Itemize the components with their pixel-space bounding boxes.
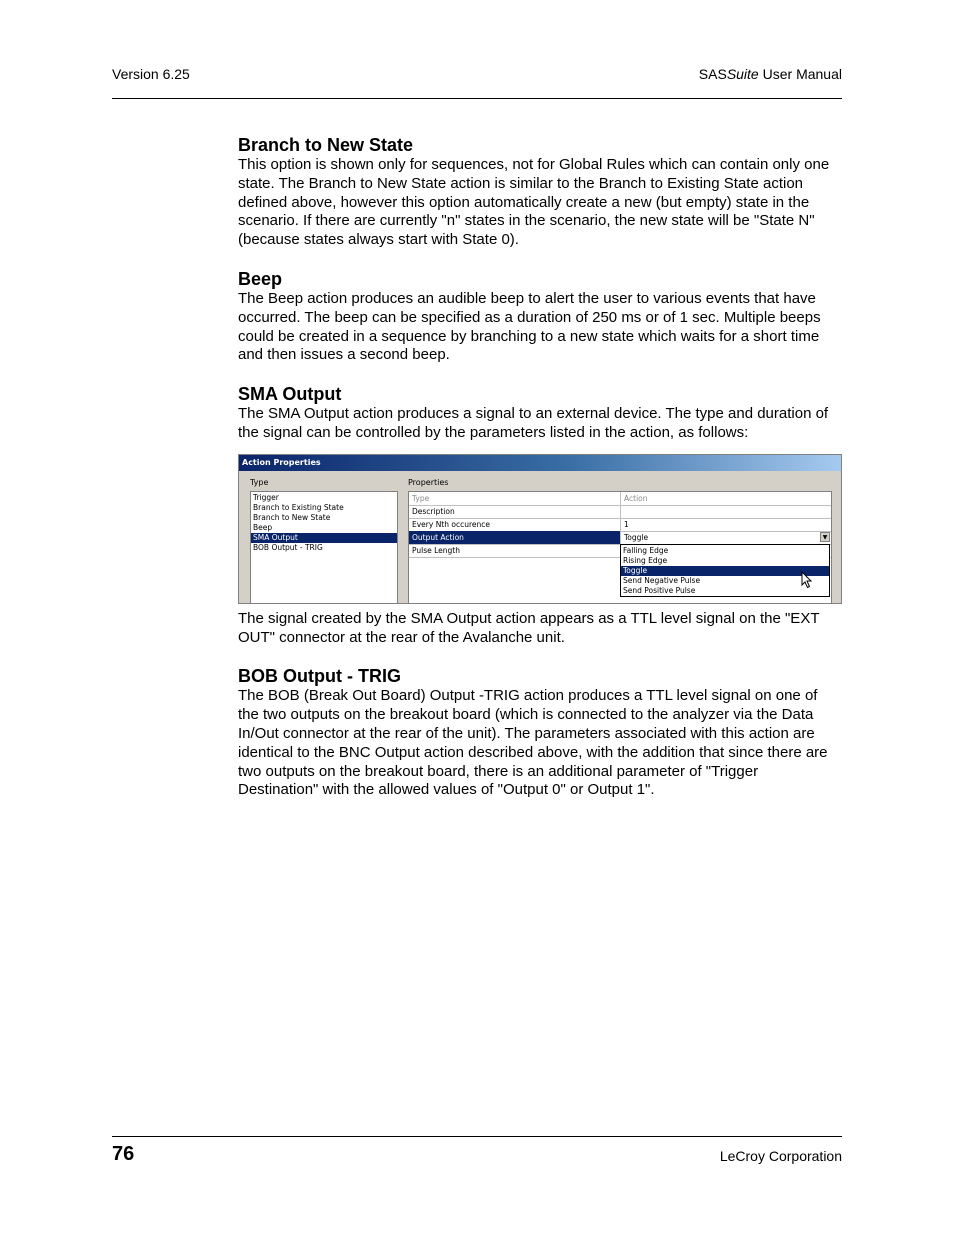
section-body: The Beep action produces an audible beep to alert the user to various events that have occurred. The beep can be specified as a duration of 250 ms or of 1 sec. Multiple beeps could be created in a sequence by branching to a new state which waits for a short time and then issues a second beep. [238, 289, 821, 364]
section-title: Branch to New State [238, 135, 414, 155]
section-body: The BOB (Break Out Board) Output -TRIG action produces a TTL level signal on one of the two outputs on the breakout board (which is connected to the analyzer via the Data In/Out connector at the rear of the unit). The parameters associated with this action are identical to the BNC Output action described above, with the addition that since there are two outputs on the breakout board, there is an additional parameter of "Trigger Destination" with the allowed values of "Output 0" or Output 1". [238, 687, 828, 799]
header-manual-title [699, 66, 842, 82]
prop-header-row [409, 492, 831, 506]
chevron-down-icon[interactable]: ▼ [820, 532, 830, 542]
properties-label: Properties [408, 477, 449, 487]
prop-row-every-nth[interactable] [409, 518, 831, 532]
manual-suffix: User Manual [758, 66, 842, 82]
output-action-dropdown-list[interactable] [620, 544, 830, 597]
prop-value[interactable]: 1 [624, 519, 629, 529]
page-content [238, 134, 842, 818]
dropdown-option-rising-edge[interactable]: Rising Edge [623, 555, 668, 565]
type-label: Type [250, 477, 269, 487]
prop-header-name: Type [409, 492, 621, 505]
section-beep [238, 268, 842, 365]
prop-name: Pulse Length [409, 544, 621, 557]
type-list[interactable] [250, 491, 398, 604]
type-item-bob-output[interactable]: BOB Output - TRIG [253, 542, 323, 552]
page-number: 76 [112, 1143, 135, 1165]
footer-rule [112, 1136, 842, 1137]
dropdown-option-toggle[interactable]: Toggle [621, 566, 829, 576]
dropdown-option-send-negative-pulse[interactable]: Send Negative Pulse [623, 575, 701, 585]
mouse-pointer-icon [801, 571, 813, 589]
type-item-branch-existing[interactable]: Branch to Existing State [253, 502, 344, 512]
section-body: The SMA Output action produces a signal to an external device. The type and duration of the signal can be controlled by the parameters listed in the action, as follows: [238, 405, 829, 441]
output-action-value: Toggle [624, 532, 649, 542]
type-item-sma-output[interactable]: SMA Output [251, 533, 397, 543]
section-branch-to-new-state [238, 134, 842, 250]
section-body: This option is shown only for sequences, not for Global Rules which can contain only one state. The Branch to New State action is similar to the Branch to Existing State action defined above, however this option automatically create a new (but empty) state in the scenario. If there are currently "n" states in the scenario, the new state will be "State N" (because states always start with State 0). [238, 156, 830, 249]
manual-prefix: SAS [698, 66, 727, 82]
footer-company: LeCroy Corporation [719, 1148, 842, 1164]
section-title: BOB Output - TRIG [238, 666, 401, 687]
type-item-trigger[interactable]: Trigger [253, 492, 279, 502]
section-title: SMA Output [238, 384, 342, 405]
action-properties-dialog [238, 454, 842, 604]
type-item-beep[interactable]: Beep [253, 522, 273, 532]
prop-value[interactable] [621, 505, 831, 518]
manual-italic: Suite [726, 66, 759, 82]
prop-name: Description [409, 505, 621, 518]
section-bob-output-trig [238, 665, 842, 800]
dropdown-option-send-positive-pulse[interactable]: Send Positive Pulse [623, 585, 696, 595]
type-item-branch-new[interactable]: Branch to New State [253, 512, 331, 522]
header-rule [112, 98, 842, 99]
dropdown-option-falling-edge[interactable]: Falling Edge [623, 545, 669, 555]
dialog-title: Action Properties [239, 455, 841, 471]
output-action-select[interactable] [621, 531, 831, 544]
section-title: Beep [238, 268, 283, 289]
prop-row-description[interactable] [409, 505, 831, 519]
section-sma-output [238, 383, 842, 647]
prop-name: Every Nth occurence [409, 518, 621, 531]
prop-header-value: Action [624, 493, 648, 503]
section-body-after-figure: The signal created by the SMA Output action appears as a TTL level signal on the "EXT OUT" connector at the rear of the Avalanche unit. [238, 609, 820, 646]
prop-row-output-action[interactable] [409, 531, 831, 545]
prop-name: Output Action [409, 531, 621, 544]
header-version: Version 6.25 [112, 66, 190, 82]
